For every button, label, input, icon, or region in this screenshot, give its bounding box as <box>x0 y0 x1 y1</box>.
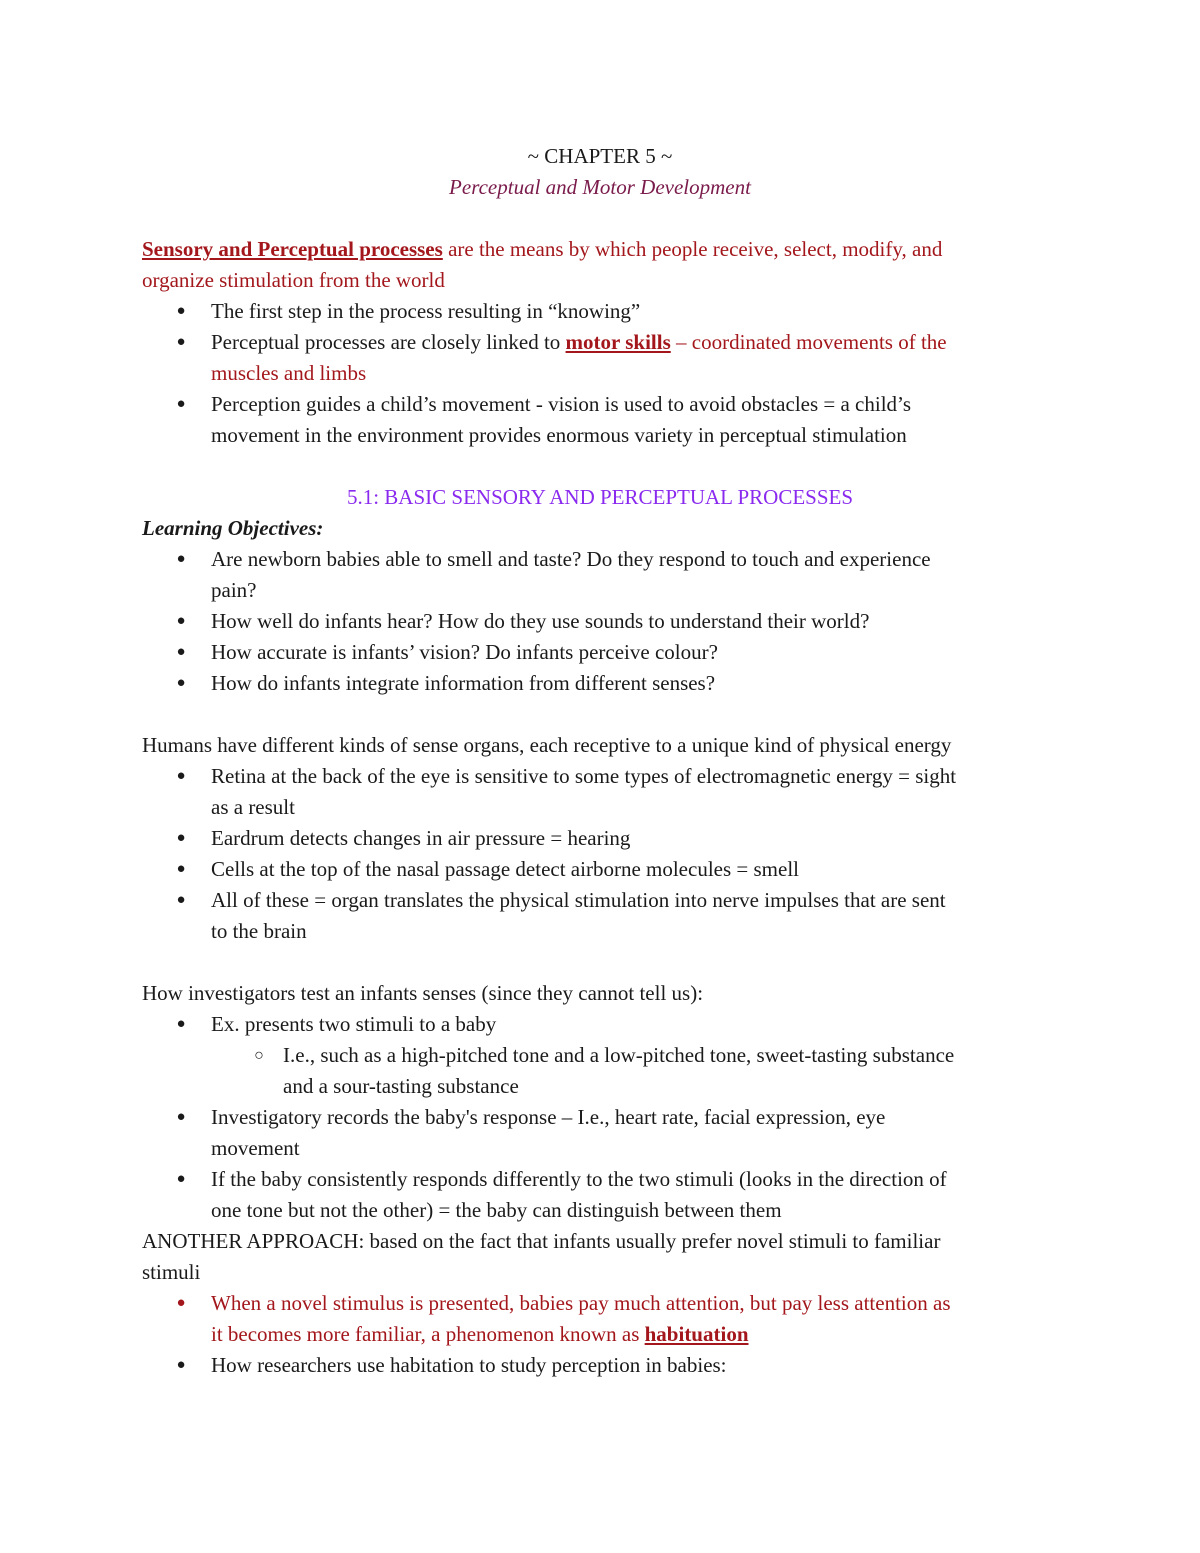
bullet-icon: ● <box>176 861 186 877</box>
bullet-icon: ● <box>176 613 186 629</box>
senses-bullet-1: Retina at the back of the eye is sensitive to some types of electromagnetic energy = sight <box>211 764 957 788</box>
approach-line-2: stimuli <box>142 1260 201 1284</box>
testing-sub-bullet: I.e., such as a high-pitched tone and a low-pitched tone, sweet-tasting substance <box>283 1043 955 1067</box>
senses-intro: Humans have different kinds of sense organs, each receptive to a unique kind of physical energy <box>142 733 952 757</box>
habituation-bullet-text: it becomes more familiar, a phenomenon known as <box>211 1322 645 1346</box>
testing-bullet-2: Investigatory records the baby's response – I.e., heart rate, facial expression, eye <box>211 1105 886 1129</box>
intro-definition: are the means by which people receive, select, modify, and <box>442 237 943 261</box>
bullet-icon: ● <box>176 768 186 784</box>
intro-bullet-2-text: Perceptual processes are closely linked to <box>211 330 566 354</box>
senses-bullet-1-cont: as a result <box>211 795 295 819</box>
senses-bullet-3: Cells at the top of the nasal passage detect airborne molecules = smell <box>211 857 799 881</box>
bullet-icon: ● <box>176 1357 186 1373</box>
bullet-icon: ● <box>176 675 186 691</box>
bullet-icon: ● <box>176 830 186 846</box>
intro-line-1 <box>142 234 1062 265</box>
testing-bullet-3: If the baby consistently responds differently to the two stimuli (looks in the direction of <box>211 1167 947 1191</box>
intro-bullet-1: The first step in the process resulting in “knowing” <box>211 299 641 323</box>
approach-line-1: ANOTHER APPROACH: based on the fact that infants usually prefer novel stimuli to familiar <box>142 1229 941 1253</box>
motor-skills-definition: – coordinated movements of the <box>670 330 947 354</box>
intro-bullet-2-cont: muscles and limbs <box>211 361 367 385</box>
intro-bullet-3: Perception guides a child’s movement - vision is used to avoid obstacles = a child’s <box>211 392 912 416</box>
bullet-icon: ● <box>176 1016 186 1032</box>
objective-3: How accurate is infants’ vision? Do infants perceive colour? <box>211 640 718 664</box>
bullet-icon: ● <box>176 1171 186 1187</box>
bullet-icon: ● <box>176 396 186 412</box>
objectives-label: Learning Objectives: <box>142 516 324 540</box>
intro-term: Sensory and Perceptual processes <box>142 237 443 261</box>
sub-bullet-icon: ○ <box>254 1047 264 1064</box>
objective-1: Are newborn babies able to smell and taste? Do they respond to touch and experience <box>211 547 931 571</box>
objective-2: How well do infants hear? How do they use sounds to understand their world? <box>211 609 870 633</box>
bullet-icon: ● <box>176 644 186 660</box>
bullet-icon: ● <box>176 892 186 908</box>
habituation-bullet-cont <box>211 1319 1071 1350</box>
testing-bullet-3-cont: one tone but not the other) = the baby can distinguish between them <box>211 1198 782 1222</box>
intro-bullet-3-cont: movement in the environment provides enormous variety in perceptual stimulation <box>211 423 907 447</box>
objective-4: How do infants integrate information from different senses? <box>211 671 716 695</box>
chapter-subtitle: Perceptual and Motor Development <box>449 175 751 199</box>
habituation-term: habituation <box>644 1322 749 1346</box>
bullet-icon: ● <box>176 1109 186 1125</box>
testing-sub-bullet-cont: and a sour-tasting substance <box>283 1074 519 1098</box>
testing-intro: How investigators test an infants senses (since they cannot tell us): <box>142 981 704 1005</box>
senses-bullet-4: All of these = organ translates the physical stimulation into nerve impulses that are sent <box>211 888 946 912</box>
testing-bullet-2-cont: movement <box>211 1136 300 1160</box>
habituation-bullet: When a novel stimulus is presented, babies pay much attention, but pay less attention as <box>211 1291 951 1315</box>
bullet-icon: ● <box>176 334 186 350</box>
objective-1-cont: pain? <box>211 578 257 602</box>
motor-skills-term: motor skills <box>565 330 671 354</box>
intro-bullet-2 <box>211 327 1071 358</box>
intro-line-2: organize stimulation from the world <box>142 268 445 292</box>
bullet-icon: ● <box>176 551 186 567</box>
testing-bullet-1: Ex. presents two stimuli to a baby <box>211 1012 497 1036</box>
senses-bullet-2: Eardrum detects changes in air pressure = hearing <box>211 826 631 850</box>
habitation-study-bullet: How researchers use habitation to study perception in babies: <box>211 1353 727 1377</box>
section-heading: 5.1: BASIC SENSORY AND PERCEPTUAL PROCESSES <box>346 485 854 509</box>
bullet-icon: ● <box>176 303 186 319</box>
bullet-icon: ● <box>176 1295 186 1311</box>
chapter-title: ~ CHAPTER 5 ~ <box>527 144 673 168</box>
senses-bullet-4-cont: to the brain <box>211 919 307 943</box>
